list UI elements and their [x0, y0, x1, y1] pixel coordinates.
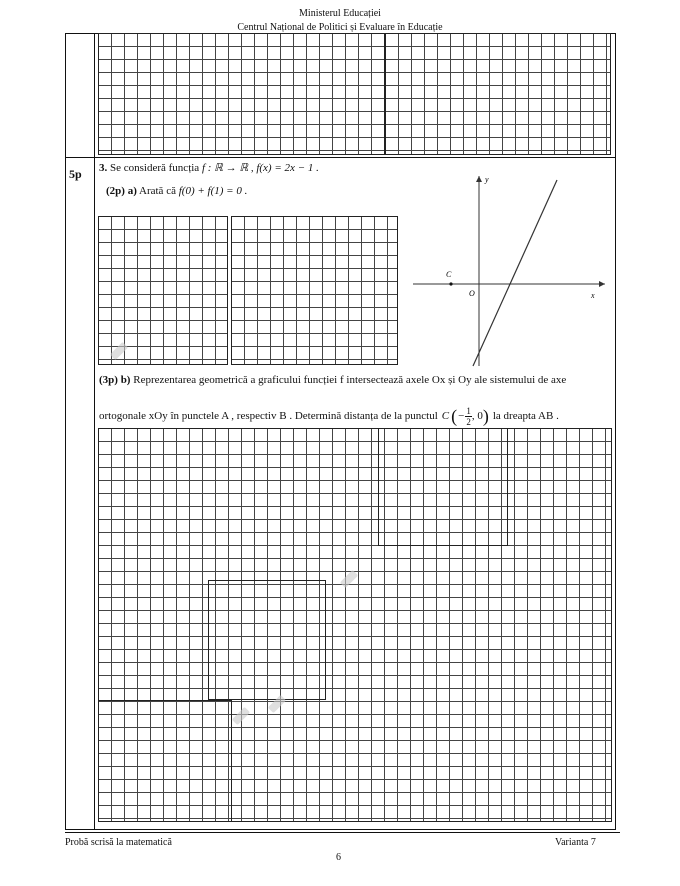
problem-statement	[99, 162, 319, 175]
grid-b-block-3	[98, 700, 232, 822]
y-axis-arrow	[476, 176, 482, 182]
fraction-numerator: 1	[466, 405, 471, 416]
point-c-label: C	[446, 270, 452, 279]
point-c-marker	[449, 282, 452, 285]
answer-grid-top-right[interactable]	[385, 33, 611, 155]
coord-tail: , 0	[471, 409, 483, 422]
part-a-formula: f(0) + f(1) = 0 .	[178, 185, 248, 197]
part-b-text-2b: la dreapta AB .	[492, 409, 559, 422]
footer-left: Probă scrisă la matematică	[65, 837, 172, 848]
part-b-tag: (3p) b)	[99, 374, 131, 386]
origin-label: O	[469, 289, 475, 298]
answer-grid-top-left[interactable]	[98, 33, 385, 155]
function-graph	[405, 170, 615, 370]
part-a	[106, 185, 247, 198]
problem-number: 3.	[99, 162, 108, 174]
answer-grid-a-right[interactable]	[231, 216, 398, 365]
page-number: 6	[336, 852, 341, 863]
statement-prefix: Se consideră funcția	[110, 162, 200, 174]
frame-bottom	[65, 829, 616, 830]
y-axis-label: y	[485, 175, 489, 184]
x-axis-arrow	[599, 281, 605, 287]
frame-left	[65, 33, 66, 830]
answer-grid-a-left[interactable]	[98, 216, 228, 365]
part-b-line2: ortogonale xOy în punctele A , respectiv B . Determină distanța de la punctul C ( − $\frac{1}{2}$ , 0 ) la dreapta AB .	[99, 405, 559, 427]
header-center: Centrul Național de Politici și Evaluare în Educație	[237, 22, 443, 32]
frame-right	[615, 33, 616, 830]
header-ministry: Ministerul Educației	[299, 8, 381, 19]
footer-right: Varianta 7	[555, 837, 596, 848]
fraction-denominator: 2	[466, 416, 471, 427]
part-b-text-2a: ortogonale xOy în punctele A , respectiv B . Determină distanța de la punctul	[99, 409, 438, 422]
footer-rule	[65, 832, 620, 833]
part-a-text: Arată că	[139, 185, 176, 197]
function-definition: f : ℝ → ℝ , f(x) = 2x − 1 .	[201, 162, 319, 174]
part-b-line1	[99, 374, 566, 387]
part-a-tag: (2p) a)	[106, 185, 137, 197]
frame-points-column	[94, 33, 95, 830]
grid-b-block-2	[208, 580, 326, 700]
grid-b-block-1	[378, 428, 508, 546]
function-line	[473, 180, 557, 366]
open-paren: (	[451, 405, 458, 426]
close-paren: )	[482, 405, 489, 426]
point-c-name: C	[441, 409, 450, 422]
x-axis-label: x	[591, 291, 595, 300]
part-b-text-1: Reprezentarea geometrică a graficului funcției f intersectează axele Ox și Oy ale sistemului de axe	[133, 374, 567, 386]
points-label: 5p	[69, 167, 82, 181]
frame-separator	[65, 157, 616, 158]
